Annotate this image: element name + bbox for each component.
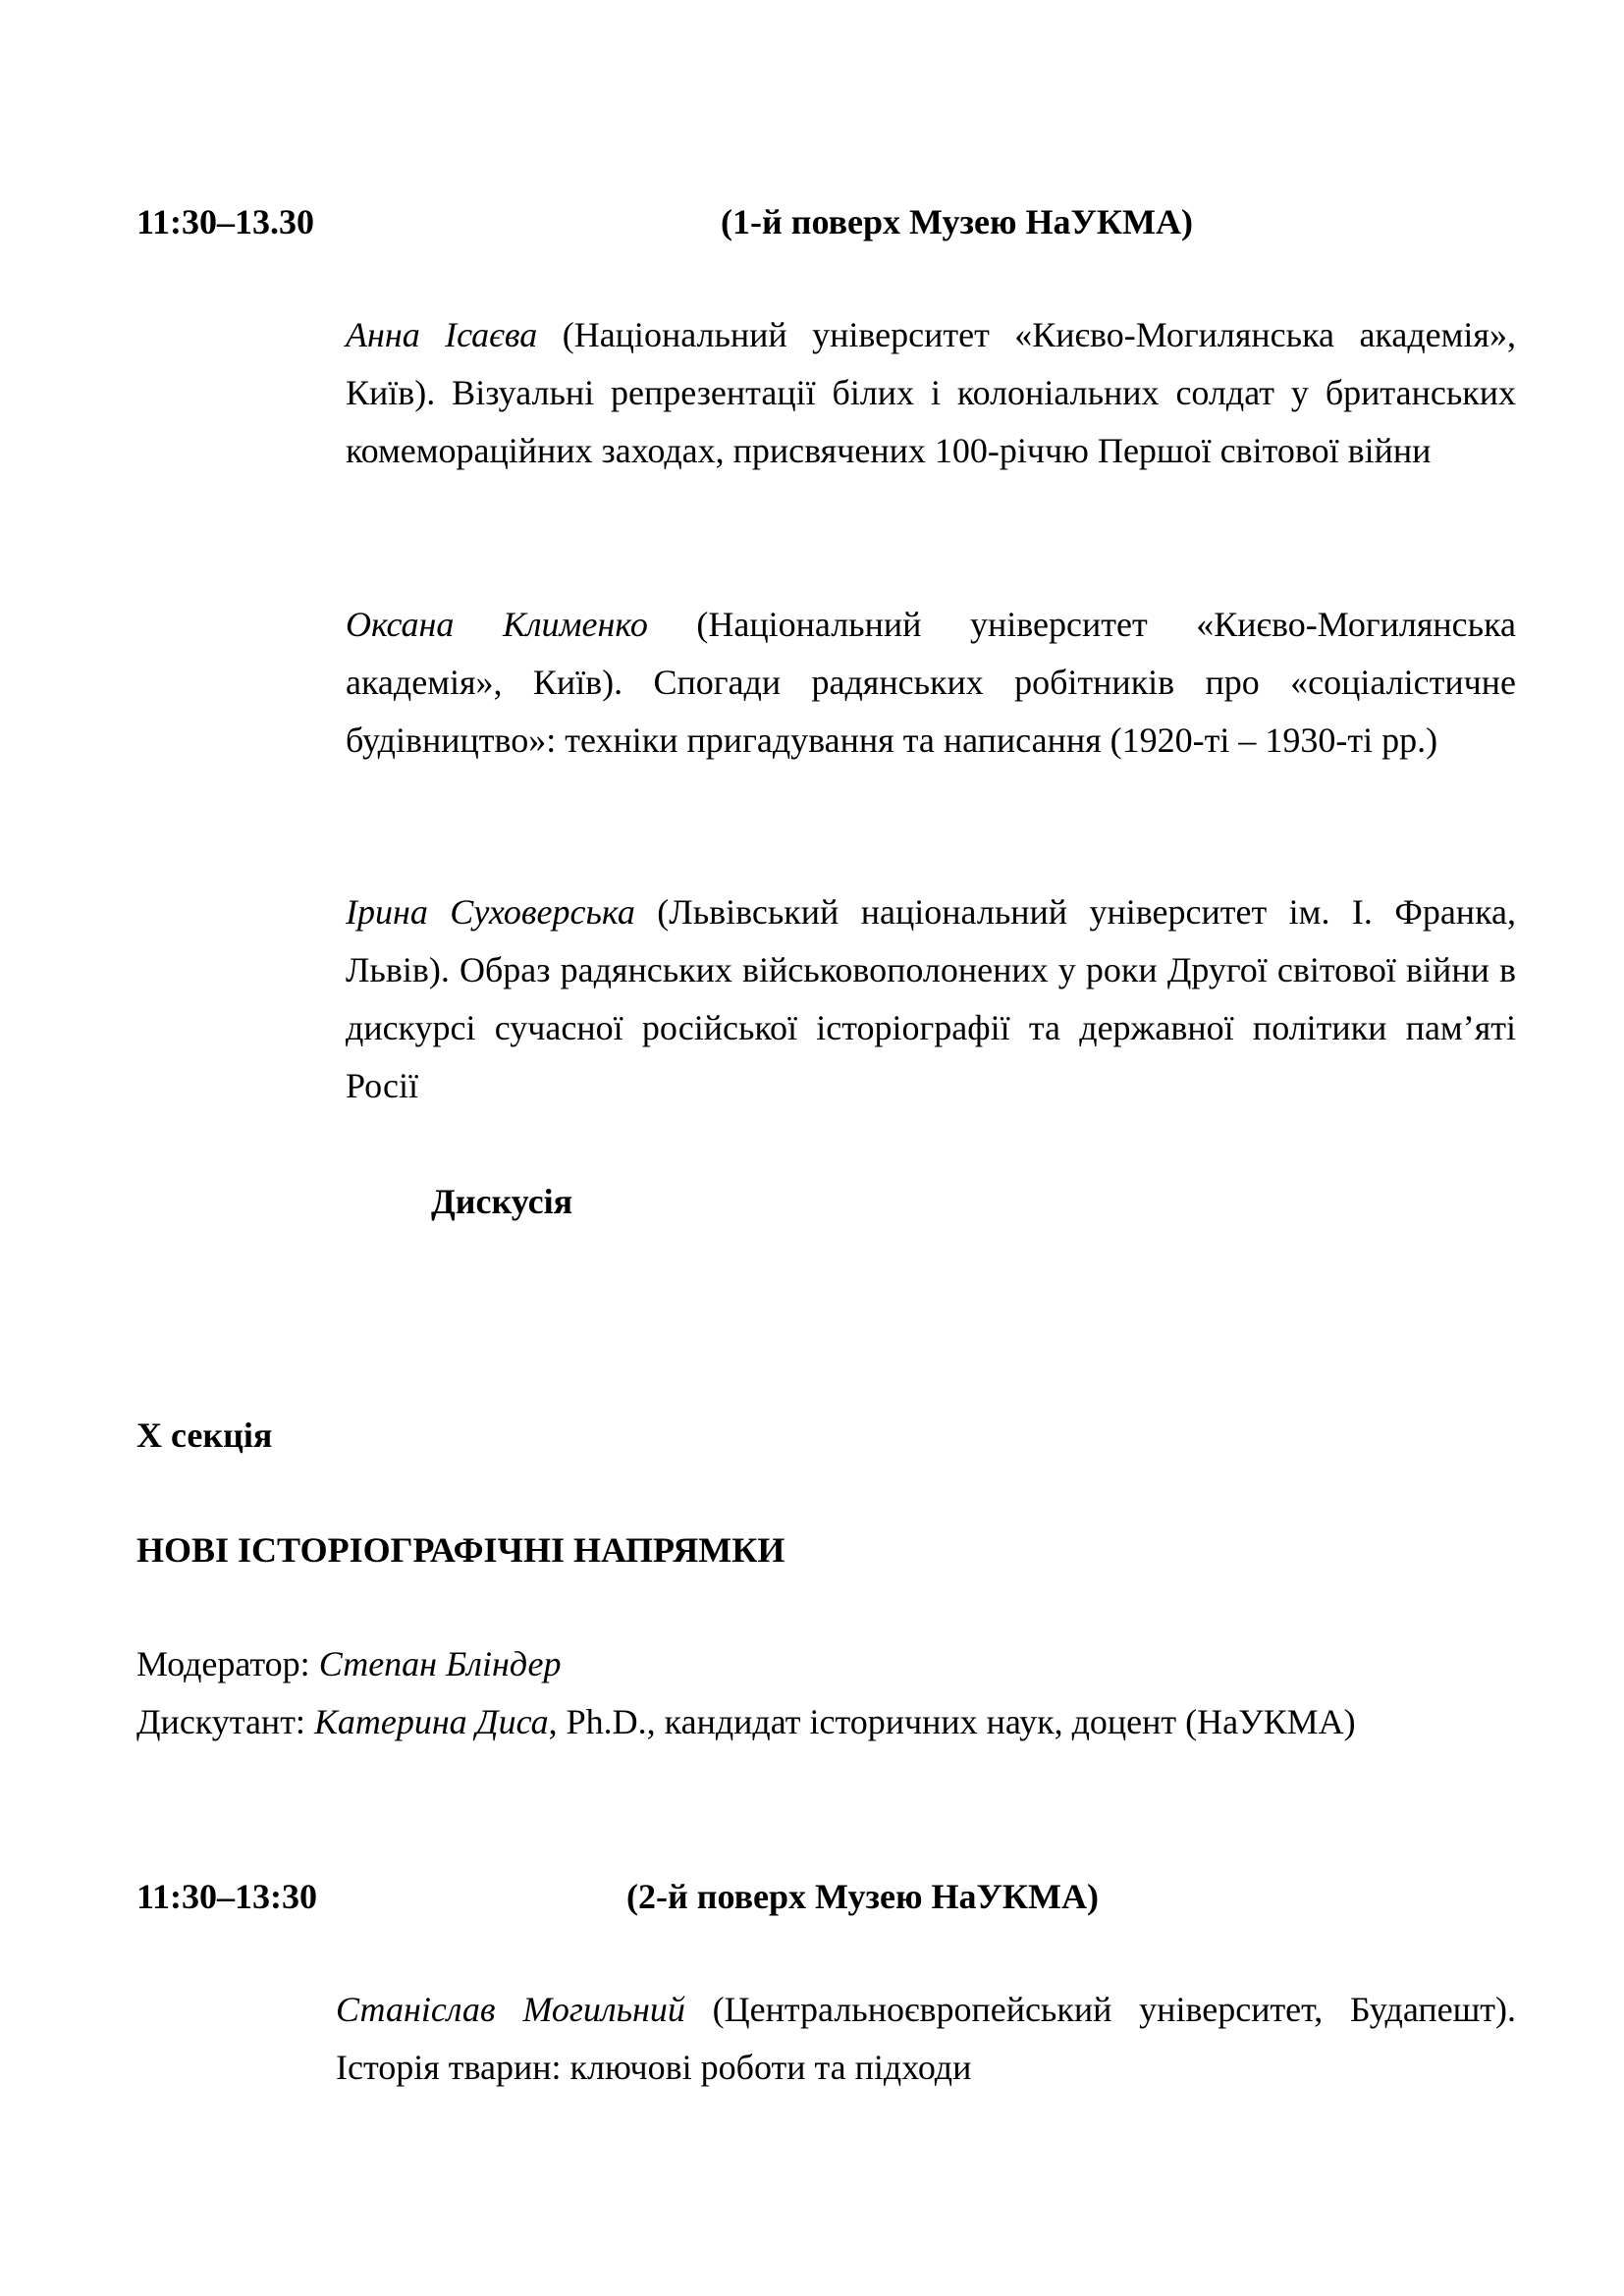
moderator-label: Модератор: [136, 1644, 319, 1683]
discussant-line [136, 1693, 1516, 1751]
moderator-name: Степан Бліндер [318, 1644, 562, 1683]
talk-text: (Національний університет «Києво-Могилянська академія», Київ). Спогади радянських робітників про «соціалістичне будівництво»: техніки пригадування та написання (1920-ті – 1930-ті рр.) [346, 605, 1516, 760]
talk-author: Станіслав Могильний [336, 1990, 685, 2029]
talk-entry [336, 1981, 1516, 2097]
talk-entry [346, 306, 1516, 480]
talk-entry [346, 883, 1516, 1115]
talk-text: (Львівський національний університет ім. І. Франка, Львів). Образ радянських військовополонених у роки Другої світової війни в дискурсі сучасної російської історіографії та державної політики пам’яті Росії [346, 892, 1516, 1105]
talk-author: Анна Ісаєва [346, 315, 538, 354]
discussion-label: Дискусія [431, 1182, 573, 1221]
section-number: X секція [136, 1415, 273, 1455]
discussant-details: , Ph.D., кандидат історичних наук, доцент (НаУКМА) [548, 1702, 1356, 1741]
talk-author: Оксана Клименко [346, 605, 648, 644]
moderator-line [136, 1635, 1516, 1693]
talk-text: (Центральноєвропейський університет, Будапешт). Історія тварин: ключові роботи та підходи [336, 1990, 1517, 2087]
talk-text: (Національний університет «Києво-Могилянська академія», Київ). Візуальні репрезентації білих і колоніальних солдат у британських комемораційних заходах, присвячених 100-річчю Першої світової війни [346, 315, 1516, 470]
session1-location: (1-й поверх Музею НаУКМА) [721, 202, 1193, 241]
session1-time: 11:30–13.30 [136, 202, 315, 241]
talk-entry [346, 596, 1516, 770]
session2-location: (2-й поверх Музею НаУКМА) [626, 1877, 1099, 1916]
discussant-label: Дискутант: [136, 1702, 314, 1741]
talk-author: Ірина Суховерська [346, 892, 635, 932]
section-title: НОВІ ІСТОРІОГРАФІЧНІ НАПРЯМКИ [136, 1530, 785, 1570]
discussant-name: Катерина Диса [313, 1702, 549, 1741]
session2-time: 11:30–13:30 [136, 1877, 317, 1916]
